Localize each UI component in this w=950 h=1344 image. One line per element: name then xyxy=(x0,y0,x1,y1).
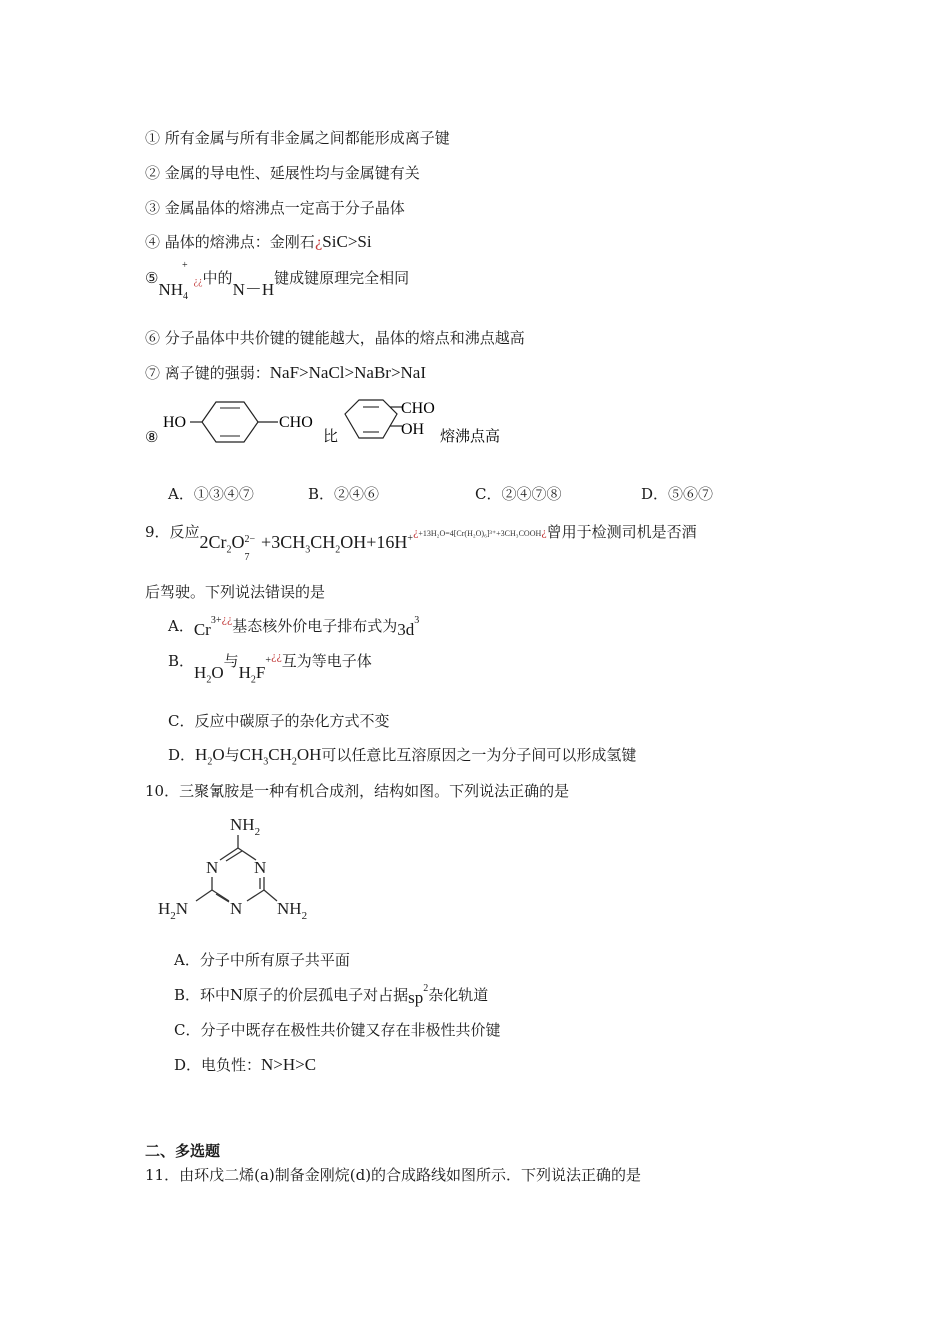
q10-option-d[interactable] xyxy=(174,1055,316,1075)
q9-stem-line2: 后驾驶。下列说法错误的是 xyxy=(145,583,326,601)
statement-4-text: ④ 晶体的熔沸点：金刚石 xyxy=(145,233,315,251)
electron-config: 3d xyxy=(397,620,415,639)
q9-d-label: D． xyxy=(168,746,196,764)
compare-label: 比 xyxy=(323,429,339,445)
statement-5-text: 键成键原理完全相同 xyxy=(274,269,410,287)
q9-stem-text: 曾用于检测司机是否酒 xyxy=(546,523,697,541)
q10-b-text: B．环中N原子的价层孤电子对占据 xyxy=(174,986,409,1004)
statement-8-structures xyxy=(160,394,510,450)
q9-a-label: A． xyxy=(168,617,194,635)
ho-label: HO xyxy=(163,414,187,431)
melamine-structure xyxy=(150,810,330,925)
q10-d-text: D．电负性： xyxy=(174,1056,262,1074)
amine-left: $H_2N$ xyxy=(158,899,189,922)
statement-3: ③ 金属晶体的熔沸点一定高于分子晶体 xyxy=(145,199,405,217)
q8-option-d[interactable]: D．⑤⑥⑦ xyxy=(641,485,714,503)
q9-option-c[interactable]: C．反应中碳原子的杂化方式不变 xyxy=(168,712,390,730)
ring-n-bottom: N xyxy=(230,899,243,918)
q10-option-a[interactable]: A．分子中所有原子共平面 xyxy=(174,951,350,969)
q9-option-a[interactable]: A．$Cr^{3+¿¿}$基态核外价电子排布式为$3d^3$ xyxy=(168,615,420,639)
statement-5-number: ⑤ xyxy=(145,269,159,287)
equation-product: +13H₂O=4[Cr(H₂O)₆]³⁺+3CH₃COOH xyxy=(418,529,542,538)
q9-b-label: B． xyxy=(168,652,195,670)
hybrid-orbital: sp xyxy=(408,988,424,1007)
statement-7-formula: NaF>NaCl>NaBr>NaI xyxy=(269,363,427,382)
q11-stem: 11．由环戊二烯(a)制备金刚烷(d)的合成路线如图所示．下列说法正确的是 xyxy=(145,1166,642,1184)
q9-d-text: 可以任意比互溶原因之一为分子间可以形成氢键 xyxy=(321,746,637,764)
q10-option-b[interactable]: B．环中N原子的价层孤电子对占据$sp^2$杂化轨道 xyxy=(174,983,489,1007)
q10-b-suffix: 杂化轨道 xyxy=(428,986,489,1004)
dichromate-formula: 2Cr xyxy=(199,532,227,552)
amine-right: $NH_2$ xyxy=(277,899,308,922)
q8-option-a[interactable]: A．①③④⑦ xyxy=(168,485,254,503)
section-title: 二、多选题 xyxy=(145,1142,221,1160)
q9-a-text: 基态核外价电子排布式为 xyxy=(232,617,398,635)
statement-5-mid: 中的 xyxy=(202,269,233,287)
statement-4-formula: SiC>Si xyxy=(322,232,372,251)
statement-7 xyxy=(145,363,426,383)
electronegativity-order: N>H>C xyxy=(261,1055,317,1074)
oh-label: OH xyxy=(401,421,425,438)
statement-4: ④ 晶体的熔沸点：金刚石¿SiC>Si xyxy=(145,232,372,251)
q10-option-c[interactable]: C．分子中既存在极性共价键又存在非极性共价键 xyxy=(174,1021,501,1039)
q9-number: 9．反应 xyxy=(145,523,200,541)
ammonium-formula: NH xyxy=(158,280,184,299)
q9-d-mid: 与 xyxy=(224,746,240,764)
ring-n-left: N xyxy=(206,858,219,877)
statement-1: ① 所有金属与所有非金属之间都能形成离子键 xyxy=(145,129,450,147)
q8-option-b[interactable]: B．②④⑥ xyxy=(308,485,380,503)
q10-stem: 10．三聚氰胺是一种有机合成剂，结构如图。下列说法正确的是 xyxy=(145,782,570,800)
statement-8-number: ⑧ xyxy=(145,428,159,446)
q9-stem: 9．反应$2Cr_2O$ 2− 7 $+3CH_3CH_2OH+16H^{+¿+13H_2O=4[Cr(H_2O)_6]^{3+}+3CH_3COOH¿}$曾用于检测司机是否酒 xyxy=(145,523,697,563)
chromium-ion: Cr xyxy=(193,620,211,639)
cho-label-1: CHO xyxy=(279,414,313,431)
q9-b-text: 互为等电子体 xyxy=(281,652,372,670)
q9-option-d[interactable]: D．$H_2O$与$CH_3CH_2OH$可以任意比互溶原因之一为分子间可以形成氢键 xyxy=(168,745,637,768)
cho-label-2: CHO xyxy=(401,400,435,417)
statement-6: ⑥ 分子晶体中共价键的键能越大，晶体的熔点和沸点越高 xyxy=(145,329,525,347)
q9-b-mid: 与 xyxy=(223,652,239,670)
svg-text:NH2: $NH_2$ xyxy=(230,815,261,838)
nh-bond: N－H xyxy=(232,280,275,299)
statement-5: $⑤NH_4^{+¿¿}$中的N－H键成键原理完全相同 xyxy=(145,260,410,303)
statement-8-suffix: 熔沸点高 xyxy=(440,429,501,445)
statement-2: ② 金属的导电性、延展性均与金属键有关 xyxy=(145,164,420,182)
q9-option-b[interactable]: B．$H_2O$与$H_2F^{+¿¿}$互为等电子体 xyxy=(168,652,372,686)
statement-7-text: ⑦ 离子键的强弱： xyxy=(145,364,270,382)
ring-n-right: N xyxy=(254,858,267,877)
q8-option-c[interactable]: C．②④⑦⑧ xyxy=(475,485,562,503)
